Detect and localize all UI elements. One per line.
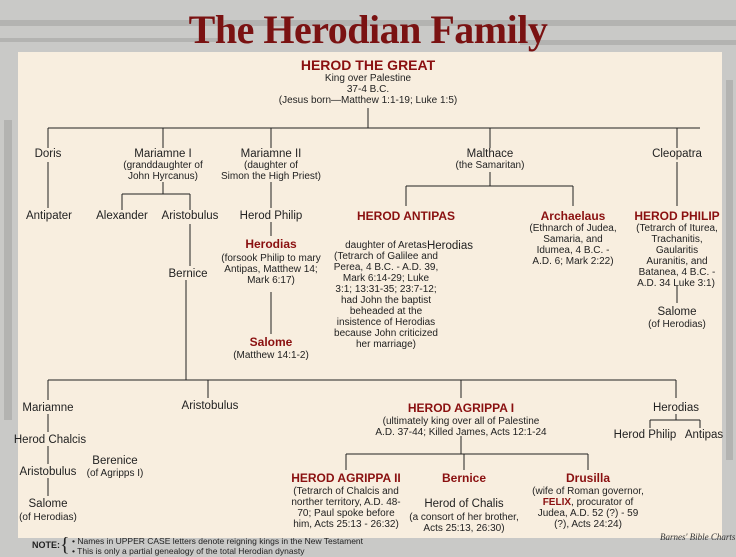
archaelaus-detail: A.D. 6; Mark 2:22): [532, 256, 614, 267]
child-aristobulus: Aristobulus: [161, 210, 219, 222]
grandchild-salome: Salome: [28, 498, 68, 510]
wife-doris: Doris: [34, 148, 62, 160]
herod-philip-tetrarch-detail: Trachanitis,: [651, 234, 703, 245]
archaelaus-detail: (Ethnarch of Judea,: [529, 223, 617, 234]
herod-philip-tetrarch-name: HEROD PHILIP: [634, 209, 720, 223]
note-text: [72, 536, 363, 556]
chart-credit: Barnes' Bible Charts: [660, 532, 736, 542]
wife-malthace: Malthace: [466, 148, 514, 160]
herod-the-great-detail: King over Palestine: [324, 73, 412, 84]
herod-agrippa-i-detail: A.D. 37-44; Killed James, Acts 12:1-24: [375, 427, 547, 438]
herodias-detail: Mark 6:17): [247, 275, 295, 286]
philip-salome-detail: (of Herodias): [648, 319, 706, 330]
herod-antipas-detail: because John criticized: [334, 328, 438, 339]
herod-the-great-dates: 37-4 B.C.: [346, 84, 390, 95]
child-antipater: Antipater: [25, 210, 73, 222]
herod-antipas-detail: insistence of Herodias: [336, 317, 436, 328]
herod-philip-tetrarch-detail: A.D. 34 Luke 3:1): [637, 278, 715, 289]
grandchild-berenice: Berenice: [92, 455, 138, 467]
note-brace: {: [60, 534, 70, 556]
herod-antipas-detail: Perea, 4 B.C. - A.D. 39,: [333, 262, 439, 273]
mariamne-i-detail: John Hyrcanus): [127, 171, 199, 182]
mariamne-ii-detail: Simon the High Priest): [220, 171, 322, 182]
mariamne-ii-detail: (daughter of: [244, 160, 298, 171]
herod-agrippa-ii-name: HEROD AGRIPPA II: [291, 471, 401, 485]
drusilla-detail: (wife of Roman governor,: [532, 486, 644, 497]
grandchild-berenice-detail: (of Agripps I): [86, 468, 144, 479]
herod-philip-tetrarch-detail: Batanea, 4 B.C. -: [638, 267, 716, 278]
herod-philip-tetrarch-detail: Gaularitis: [655, 245, 699, 256]
wife-cleopatra: Cleopatra: [652, 148, 702, 160]
page-title: The Herodian Family: [188, 7, 548, 52]
felix-name: FELIX: [542, 497, 572, 508]
salome-detail: (Matthew 14:1-2): [233, 350, 309, 361]
herod-antipas-detail: Mark 6:14-29; Luke: [342, 273, 430, 284]
child-herod-philip: Herod Philip: [239, 210, 303, 222]
grandchild-aristobulus-2: Aristobulus: [181, 400, 239, 412]
herod-antipas-detail: had John the baptist: [340, 295, 432, 306]
antipas-herodias: Herodias: [426, 240, 474, 252]
herodias-detail: Antipas, Matthew 14;: [224, 264, 318, 275]
drusilla-name: Drusilla: [565, 471, 610, 485]
drusilla-detail: (?), Acts 24:24): [554, 519, 622, 530]
child-bernice: Bernice: [168, 268, 208, 280]
drusilla-detail-felix-line: [523, 497, 653, 508]
herod-agrippa-i-name: HEROD AGRIPPA I: [407, 401, 515, 415]
herod-philip-tetrarch-detail: Auranitis, and: [646, 256, 708, 267]
bernice-detail: (a consort of her brother,: [409, 512, 519, 523]
grandchild-herodias: Herodias: [652, 402, 700, 414]
bernice-detail: Acts 25:13, 26:30): [423, 523, 505, 534]
archaelaus-name: Archaelaus: [540, 209, 606, 223]
herod-agrippa-ii-detail: norther territory, A.D. 48-: [291, 497, 401, 508]
philip-salome: Salome: [657, 306, 697, 318]
salome-name: Salome: [249, 335, 293, 349]
archaelaus-detail: Samaria, and: [543, 234, 603, 245]
herod-agrippa-ii-detail: him, Acts 25:13 - 26:32): [293, 519, 399, 530]
herod-agrippa-ii-detail: 70; Paul spoke before: [297, 508, 395, 519]
herod-the-great-reference: (Jesus born—Matthew 1:1-19; Luke 1:5): [278, 95, 458, 106]
herod-philip-tetrarch-detail: (Tetrarch of Iturea,: [636, 223, 718, 234]
herodias-detail: (forsook Philip to mary: [221, 253, 321, 264]
child-alexander: Alexander: [96, 210, 148, 222]
herod-antipas-name: HEROD ANTIPAS: [356, 209, 455, 223]
herod-antipas-detail: beheaded at the: [349, 306, 423, 317]
herodias-name: Herodias: [245, 237, 297, 251]
malthace-detail: (the Samaritan): [455, 160, 525, 171]
wife-mariamne-i: Mariamne I: [134, 148, 192, 160]
herod-antipas-detail: (Tetrarch of Galilee and: [334, 251, 438, 262]
herod-antipas-detail: daughter of Aretas: [345, 240, 427, 251]
grandchild-aristobulus: Aristobulus: [19, 466, 77, 478]
herod-agrippa-i-detail: (ultimately king over all of Palestine: [382, 416, 540, 427]
note-label: NOTE:: [32, 540, 60, 550]
archaelaus-detail: Idumea, 4 B.C. -: [536, 245, 610, 256]
grandchild-salome-detail: (of Herodias): [19, 512, 77, 523]
mariamne-i-detail: (granddaughter of: [123, 160, 203, 171]
bernice-name: Bernice: [441, 471, 487, 485]
herod-agrippa-ii-detail: (Tetrarch of Chalcis and: [293, 486, 399, 497]
herod-the-great-name: HEROD THE GREAT: [300, 57, 436, 73]
herod-antipas-detail: 3:1; 13:31-35; 23:7-12;: [335, 284, 437, 295]
grandchild-mariamne: Mariamne: [22, 402, 74, 414]
drusilla-detail: , procurator of: [571, 497, 634, 508]
wife-mariamne-ii: Mariamne II: [240, 148, 302, 160]
grandchild-antipas: Antipas: [684, 429, 724, 441]
note-line: • This is only a partial genealogy of the total Herodian dynasty: [72, 546, 305, 557]
herod-antipas-detail: her marriage): [355, 339, 417, 350]
grandchild-herod-philip: Herod Philip: [613, 429, 677, 441]
note-line: • Names in UPPER CASE letters denote reigning kings in the New Testament: [72, 536, 364, 546]
drusilla-detail: Judea, A.D. 52 (?) - 59: [537, 508, 639, 519]
grandchild-herod-chalcis: Herod Chalcis: [13, 434, 87, 446]
herod-of-chalis: Herod of Chalis: [424, 498, 504, 510]
